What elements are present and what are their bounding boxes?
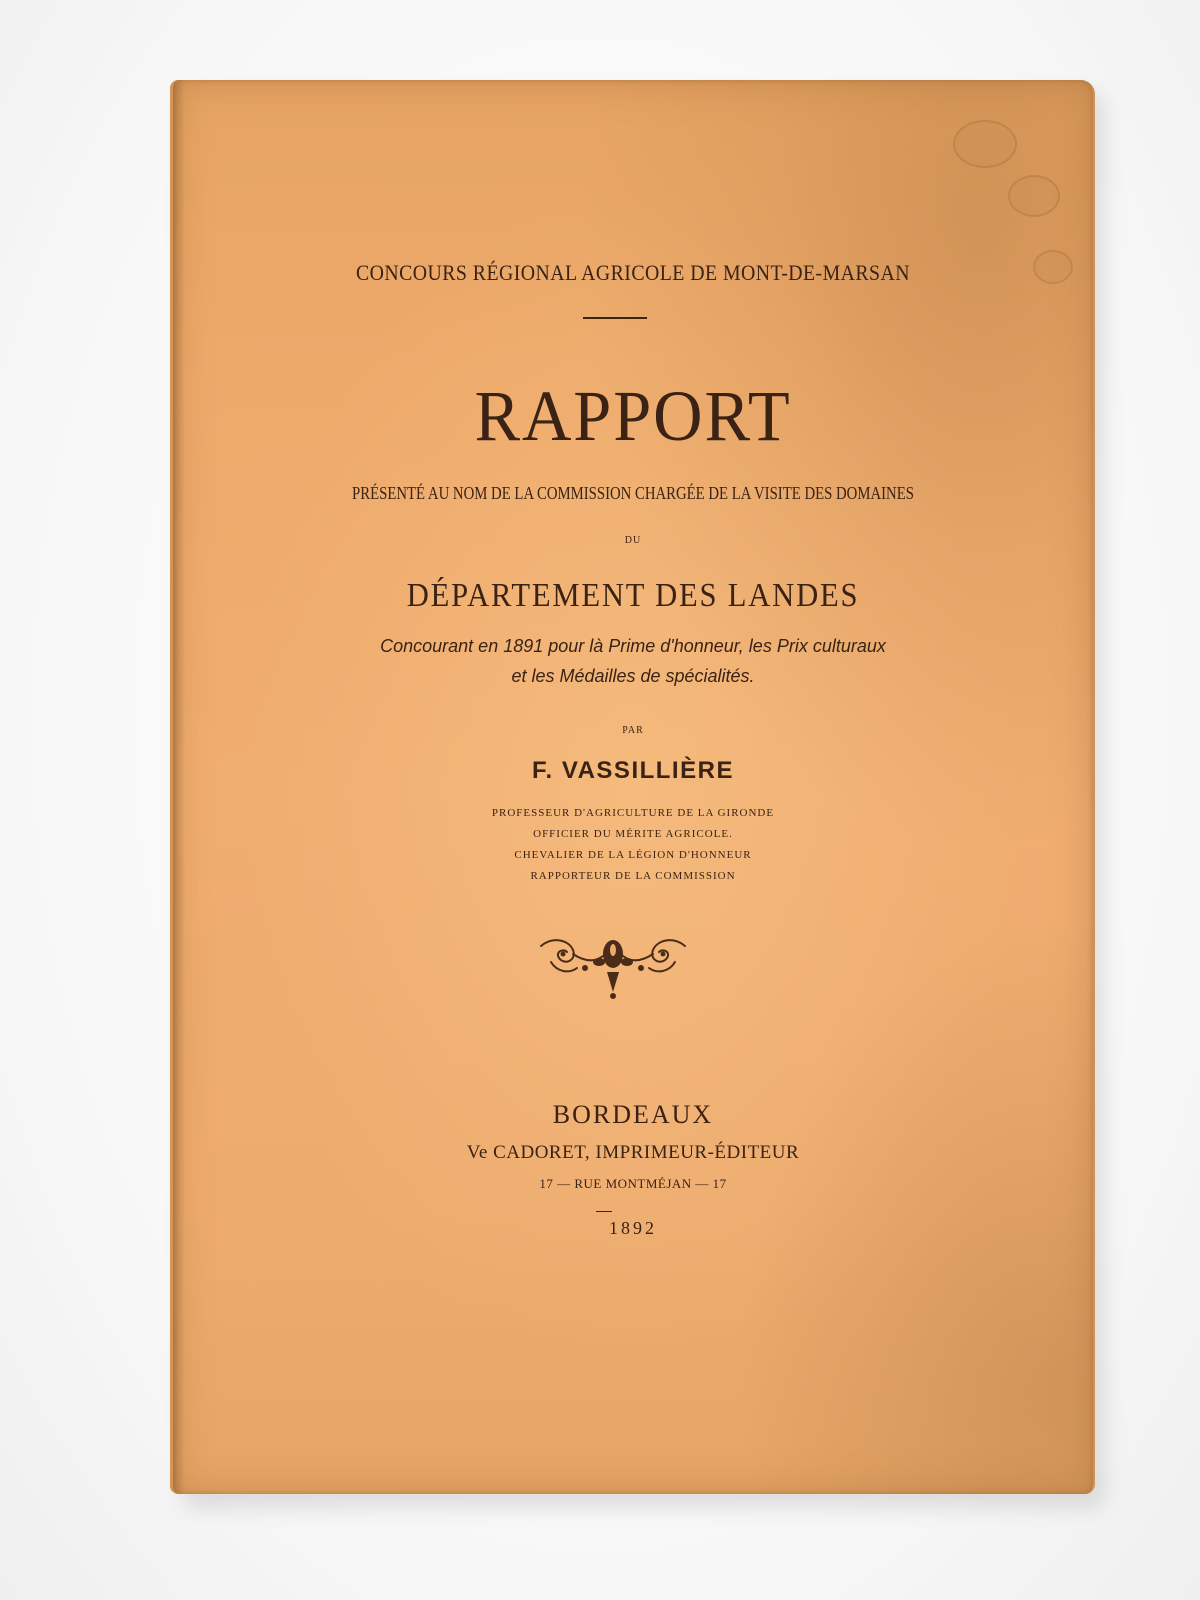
subtitle-du: DU (624, 535, 642, 546)
publication-year: 1892 (609, 1218, 657, 1238)
event-header: CONCOURS RÉGIONAL AGRICOLE DE MONT-DE-MARSAN (355, 260, 911, 285)
publication-city: BORDEAUX (552, 1100, 714, 1129)
header-rule (583, 317, 647, 319)
year-rule (596, 1211, 612, 1212)
author-name: F. VASSILLIÈRE (532, 757, 734, 784)
document-subtitle: PRÉSENTÉ AU NOM DE LA COMMISSION CHARGÉE DE LA VISITE DES DOMAINES (352, 483, 914, 503)
concourant-line-1: Concourant en 1891 pour là Prime d'honneur, les Prix culturaux (380, 636, 886, 656)
concourant-line-2: et les Médailles de spécialités. (511, 666, 755, 686)
author-credential: CHEVALIER DE LA LÉGION D'HONNEUR (514, 849, 752, 861)
author-credential: RAPPORTEUR DE LA COMMISSION (530, 870, 736, 882)
author-credential: OFFICIER DU MÉRITE AGRICOLE. (533, 828, 733, 840)
document-title: RAPPORT (474, 376, 792, 456)
by-label: PAR (622, 725, 644, 736)
department-heading: DÉPARTEMENT DES LANDES (406, 577, 860, 614)
author-credential: PROFESSEUR D'AGRICULTURE DE LA GIRONDE (491, 807, 775, 819)
cover-text-block (173, 80, 1093, 1494)
booklet-cover (170, 80, 1095, 1494)
floral-scroll-ornament-icon (533, 932, 693, 1002)
printer-address: 17 — RUE MONTMÉJAN — 17 (539, 1176, 727, 1191)
printer-line: Ve CADORET, IMPRIMEUR-ÉDITEUR (466, 1142, 800, 1163)
